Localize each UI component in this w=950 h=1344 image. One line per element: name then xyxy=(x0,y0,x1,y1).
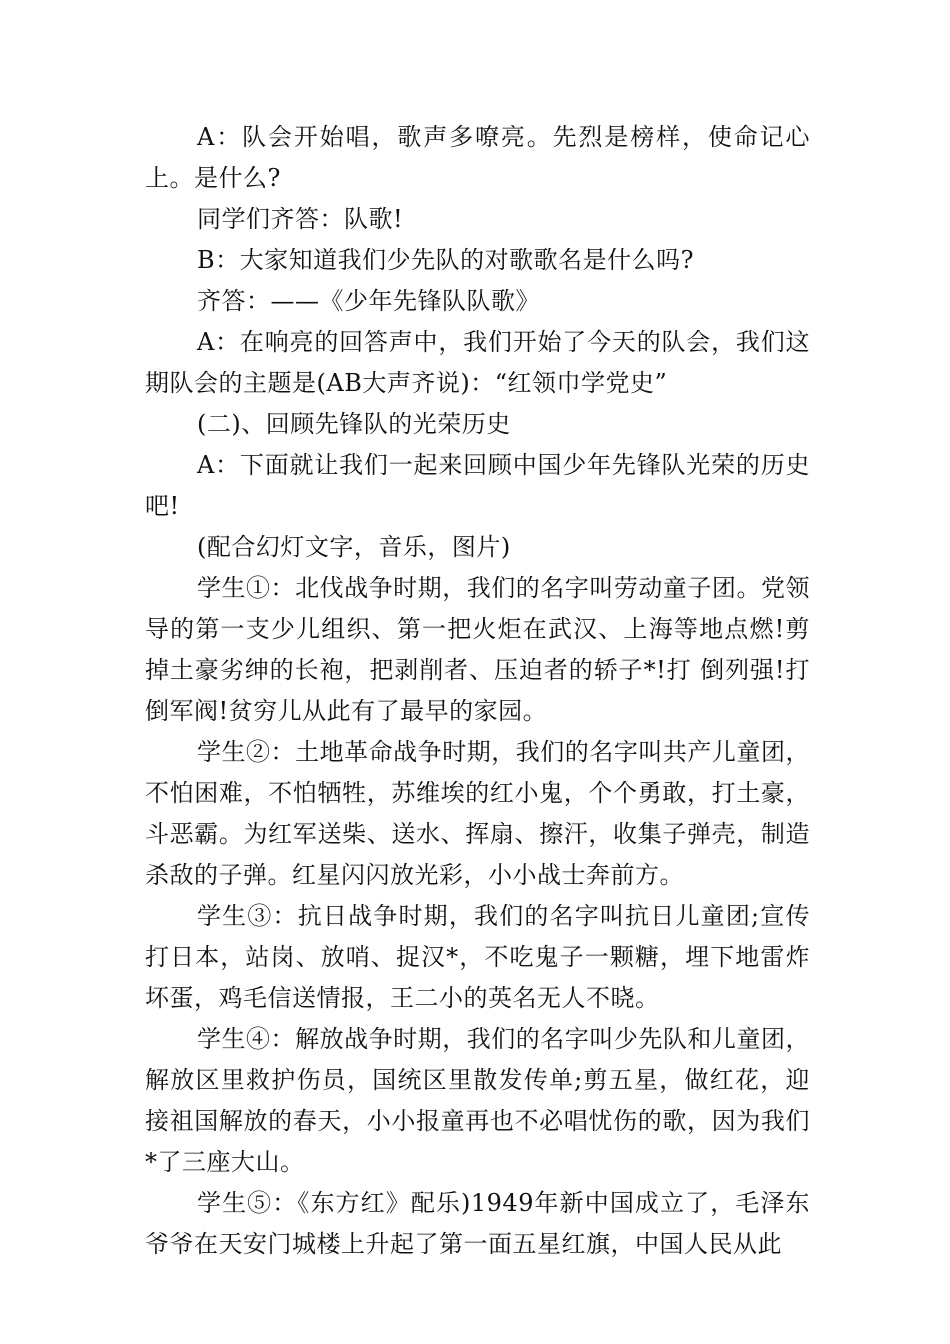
paragraph-10: 学生②：土地革命战争时期，我们的名字叫共产儿童团，不怕困难，不怕牺牲，苏维埃的红小鬼，个个勇敢，打土豪，斗恶霸。为红军送柴、送水、挥扇、擦汗，收集子弹壳，制造杀敌的子弹。红星闪闪放光彩，小小战士奔前方。 xyxy=(145,738,810,889)
paragraph-3: B：大家知道我们少先队的对歌歌名是什么吗? xyxy=(197,246,695,274)
paragraph-2: 同学们齐答：队歌! xyxy=(197,205,404,233)
document-body xyxy=(145,117,810,1265)
paragraph-13: 学生⑤：《东方红》配乐)1949年新中国成立了，毛泽东爷爷在天安门城楼上升起了第一面五星红旗，中国人民从此 xyxy=(145,1189,810,1258)
paragraph-7: A：下面就让我们一起来回顾中国少年先锋队光荣的历史吧! xyxy=(145,451,810,520)
paragraph-11: 学生③：抗日战争时期，我们的名字叫抗日儿童团;宣传打日本，站岗、放哨、捉汉*，不吃鬼子一颗糖，埋下地雷炸坏蛋，鸡毛信送情报，王二小的英名无人不晓。 xyxy=(145,902,810,1012)
paragraph-1: A：队会开始唱，歌声多嘹亮。先烈是榜样，使命记心上。是什么? xyxy=(145,123,810,192)
paragraph-9: 学生①：北伐战争时期，我们的名字叫劳动童子团。党领导的第一支少儿组织、第一把火炬在武汉、上海等地点燃!剪掉土豪劣绅的长袍，把剥削者、压迫者的轿子*!打 倒列强!打 倒军阀!贫穷儿从此有了最早的家园。 xyxy=(145,574,810,725)
paragraph-5: A：在响亮的回答声中，我们开始了今天的队会，我们这期队会的主题是(AB大声齐说)：“红领巾学党史” xyxy=(145,328,810,397)
paragraph-4: 齐答：——《少年先锋队队歌》 xyxy=(197,287,540,315)
section-heading: (二)、回顾先锋队的光荣历史 xyxy=(197,410,511,438)
paragraph-8: (配合幻灯文字，音乐，图片) xyxy=(197,533,511,561)
paragraph-12: 学生④：解放战争时期，我们的名字叫少先队和儿童团，解放区里救护伤员，国统区里散发传单;剪五星，做红花，迎接祖国解放的春天，小小报童再也不必唱忧伤的歌，因为我们*了三座大山。 xyxy=(145,1025,810,1176)
